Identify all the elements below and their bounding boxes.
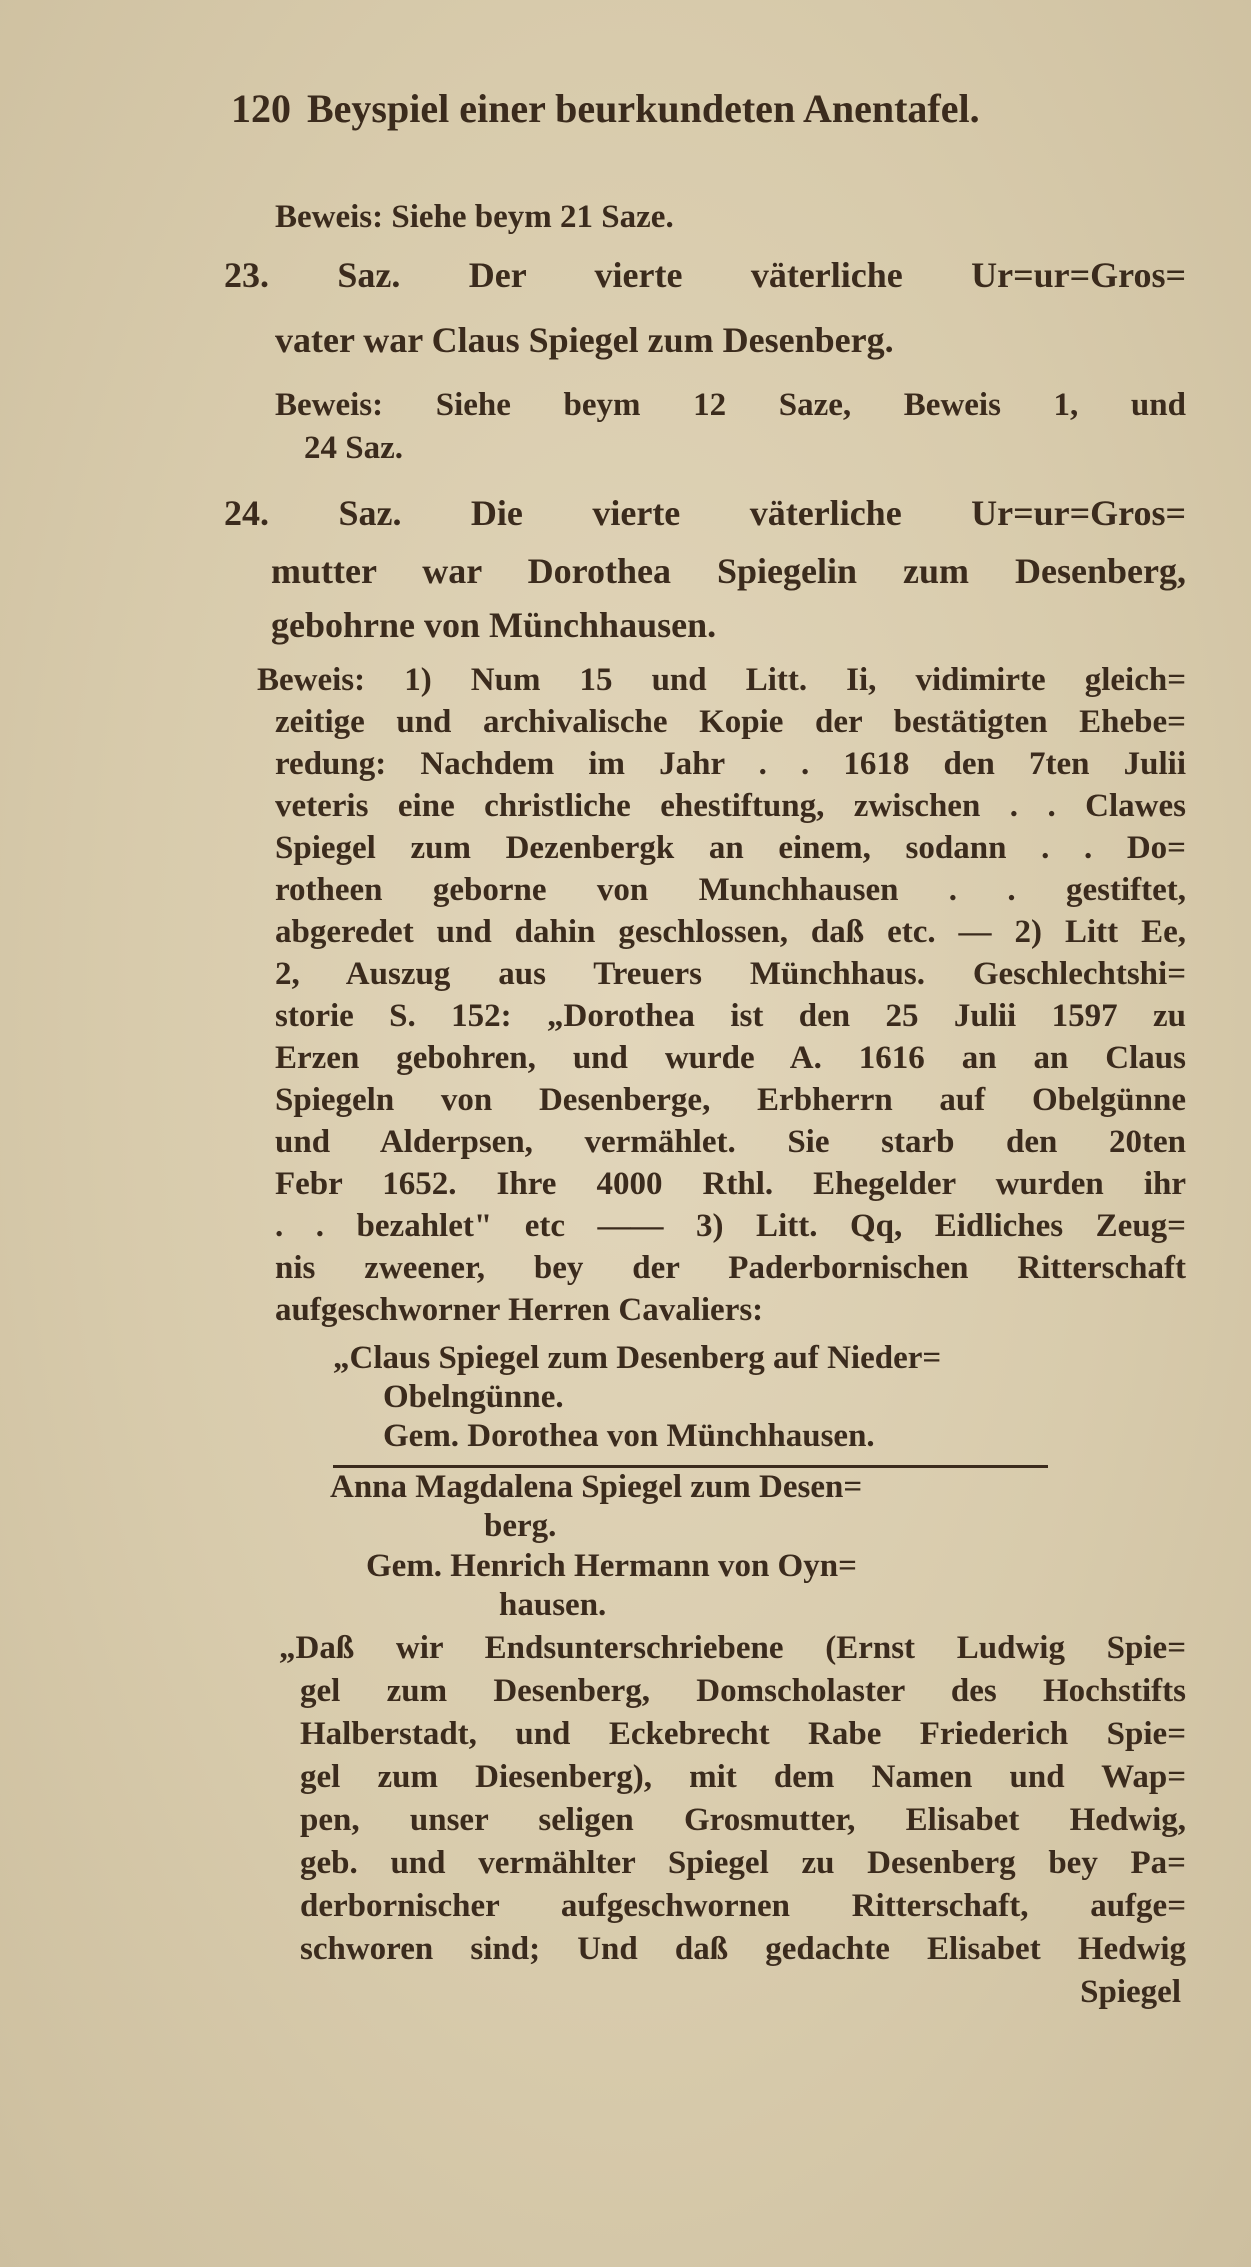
- text-line: gebohrne von Münchhausen.: [271, 605, 717, 645]
- text-line: Spiegel zum Dezenbergk an einem, sodann . . Do=: [275, 830, 1186, 866]
- text-line: 2, Auszug aus Treuers Münchhaus. Geschlechtshi=: [275, 956, 1186, 992]
- quote-line: gel zum Diesenberg), mit dem Namen und Wap=: [300, 1759, 1186, 1795]
- text-line: veteris eine christliche ehestiftung, zwischen . . Clawes: [275, 788, 1186, 824]
- text-line: . . bezahlet" etc —— 3) Litt. Qq, Eidliches Zeug=: [275, 1208, 1186, 1244]
- quote-line: schworen sind; Und daß gedachte Elisabet Hedwig: [300, 1931, 1186, 1967]
- text-line: nis zweener, bey der Paderbornischen Ritterschaft: [275, 1250, 1186, 1286]
- text-line: vater war Claus Spiegel zum Desenberg.: [275, 320, 894, 360]
- quote-line: gel zum Desenberg, Domscholaster des Hochstifts: [300, 1673, 1186, 1709]
- quote-line: geb. und vermählter Spiegel zu Desenberg bey Pa=: [300, 1845, 1186, 1881]
- quote-line: derbornischer aufgeschwornen Ritterschaft, aufge=: [300, 1888, 1186, 1924]
- text-line: mutter war Dorothea Spiegelin zum Desenberg,: [271, 551, 1186, 591]
- genealogy-entry: Anna Magdalena Spiegel zum Desen=: [330, 1469, 863, 1505]
- text-line: Spiegeln von Desenberge, Erbherrn auf Obelgünne: [275, 1082, 1186, 1118]
- genealogy-spouse: Gem. Dorothea von Münchhausen.: [383, 1418, 875, 1454]
- catchword: Spiegel: [1080, 1974, 1181, 2010]
- quote-line: pen, unser seligen Grosmutter, Elisabet Hedwig,: [300, 1802, 1186, 1838]
- genealogy-spouse: hausen.: [499, 1587, 607, 1623]
- proof-line: Beweis: Siehe beym 12 Saze, Beweis 1, und: [275, 387, 1186, 423]
- genealogy-entry: „Claus Spiegel zum Desenberg auf Nieder=: [333, 1340, 942, 1376]
- text-line: aufgeschworner Herren Cavaliers:: [275, 1292, 764, 1328]
- text-line: redung: Nachdem im Jahr . . 1618 den 7ten Julii: [275, 746, 1186, 782]
- text-line: Febr 1652. Ihre 4000 Rthl. Ehegelder wurden ihr: [275, 1166, 1186, 1202]
- quote-line: Halberstadt, und Eckebrecht Rabe Friederich Spie=: [300, 1716, 1186, 1752]
- text-line: rotheen geborne von Munchhausen . . gestiftet,: [275, 872, 1186, 908]
- running-header: [231, 86, 980, 132]
- quote-line: „Daß wir Endsunterschriebene (Ernst Ludwig Spie=: [279, 1630, 1186, 1666]
- genealogy-entry: Obelngünne.: [383, 1379, 564, 1415]
- text-line: storie S. 152: „Dorothea ist den 25 Julii 1597 zu: [275, 998, 1186, 1034]
- page-number: 120: [231, 86, 291, 131]
- running-title: Beyspiel einer beurkundeten Anentafel.: [307, 86, 980, 131]
- genealogy-entry: berg.: [484, 1508, 557, 1544]
- genealogy-spouse: Gem. Henrich Hermann von Oyn=: [366, 1548, 857, 1584]
- text-line: abgeredet und dahin geschlossen, daß etc. — 2) Litt Ee,: [275, 914, 1186, 950]
- text-line: zeitige und archivalische Kopie der bestätigten Ehebe=: [275, 704, 1186, 740]
- text-line: 24 Saz.: [304, 430, 403, 466]
- proof-line: Beweis: Siehe beym 21 Saze.: [275, 199, 674, 235]
- proposition-24-heading: 24. Saz. Die vierte väterliche Ur=ur=Gros=: [224, 493, 1186, 533]
- proposition-23-heading: 23. Saz. Der vierte väterliche Ur=ur=Gros=: [224, 255, 1186, 295]
- text-line: und Alderpsen, vermählet. Sie starb den 20ten: [275, 1124, 1186, 1160]
- proof-line: Beweis: 1) Num 15 und Litt. Ii, vidimirte gleich=: [257, 662, 1186, 698]
- text-line: Erzen gebohren, und wurde A. 1616 an an Claus: [275, 1040, 1186, 1076]
